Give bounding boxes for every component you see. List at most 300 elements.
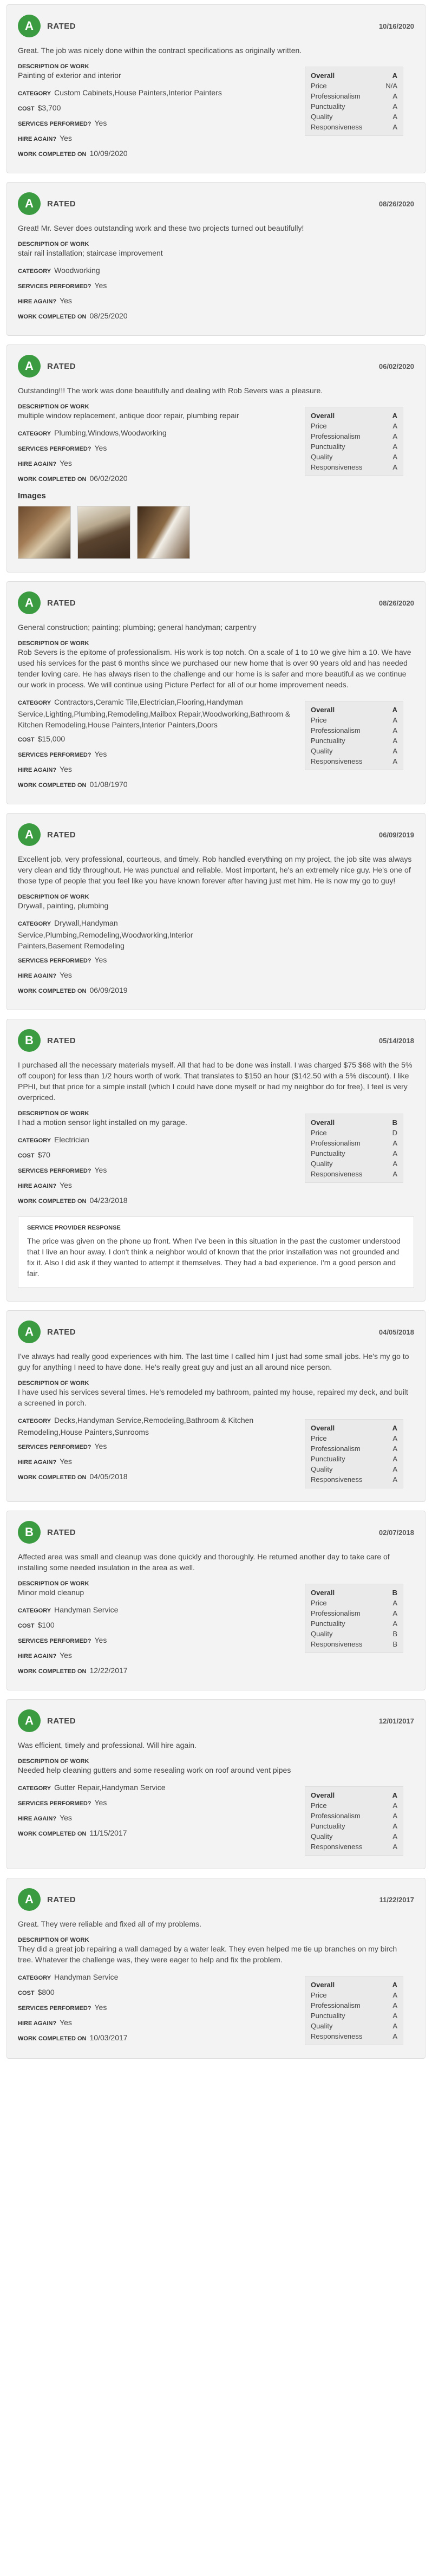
services-performed-label: SERVICES PERFORMED? [18, 1800, 91, 1807]
rating-label: Price [311, 1991, 327, 1999]
services-performed-value: Yes [94, 119, 107, 127]
category-label: CATEGORY [18, 90, 51, 97]
rating-overall [311, 411, 397, 421]
rating-label: Price [311, 82, 327, 90]
rating-value: A [392, 92, 397, 100]
rating-label: Price [311, 422, 327, 430]
review-header [18, 1888, 414, 1911]
hire-again-value: Yes [60, 459, 72, 467]
rating-label: Responsiveness [311, 1170, 363, 1178]
rating-value: A [392, 1609, 397, 1617]
hire-again-field [18, 1650, 294, 1662]
grade-badge: A [18, 823, 41, 846]
review-card [6, 813, 426, 1010]
services-performed-value: Yes [94, 2003, 107, 2012]
grade-badge: B [18, 1029, 41, 1052]
rating-value: A [392, 1475, 397, 1484]
rating-value: A [392, 1843, 397, 1851]
category-value: Handyman Service [54, 1605, 119, 1614]
rating-value: A [392, 1822, 397, 1830]
description-text: They did a great job repairing a wall damaged by a water leak. They even helped me tie up branches on my birch tree. Whatever the challenge was, they were eager to help and fix the problem. [18, 1944, 397, 1964]
category-value: Woodworking [54, 266, 100, 275]
rating-label: Overall [311, 412, 335, 420]
hire-again-field [18, 764, 294, 776]
grade-badge: A [18, 15, 41, 37]
ratings-box [305, 67, 403, 136]
description-title: DESCRIPTION OF WORK [18, 1110, 89, 1117]
rating-price [311, 1800, 397, 1811]
rating-value: A [392, 1170, 397, 1178]
rating-label: Professionalism [311, 726, 361, 734]
rating-value: A [392, 412, 397, 420]
rating-value: A [392, 1981, 397, 1989]
category-field [18, 1604, 294, 1616]
category-label: CATEGORY [18, 1137, 51, 1144]
rating-punctuality [311, 1618, 397, 1629]
hire-again-value: Yes [60, 1181, 72, 1189]
review-body [18, 1775, 414, 1856]
review-header [18, 1029, 414, 1052]
description-text: Drywall, painting, plumbing [18, 901, 109, 910]
services-performed-field [18, 443, 294, 454]
rating-value: A [392, 443, 397, 451]
work-completed-value: 01/08/1970 [89, 780, 128, 789]
services-performed-value: Yes [94, 750, 107, 758]
hire-again-label: HIRE AGAIN? [18, 136, 57, 142]
rating-value: A [392, 1465, 397, 1473]
grade-wrap [18, 1029, 76, 1052]
rating-punctuality [311, 736, 397, 746]
category-field [18, 918, 256, 951]
description-title: DESCRIPTION OF WORK [18, 404, 89, 410]
rating-value: A [392, 432, 397, 440]
rating-label: Professionalism [311, 1609, 361, 1617]
rating-overall [311, 1790, 397, 1800]
review-details [18, 1573, 305, 1677]
services-performed-field [18, 1165, 294, 1176]
review-text: Was efficient, timely and professional. Will hire again. [18, 1741, 197, 1749]
rating-value: A [392, 1424, 397, 1432]
review-text: Great. They were reliable and fixed all of my problems. [18, 1920, 202, 1928]
work-photo-thumbnail[interactable] [18, 506, 71, 559]
hire-again-label: HIRE AGAIN? [18, 973, 57, 979]
category-value: Custom Cabinets,House Painters,Interior Painters [54, 88, 222, 97]
rating-responsiveness [311, 1474, 397, 1485]
work-completed-label: WORK COMPLETED ON [18, 151, 87, 158]
work-completed-field [18, 1827, 294, 1839]
review-date: 06/02/2020 [378, 362, 414, 370]
grade-wrap [18, 355, 76, 378]
description-text: Needed help cleaning gutters and some resealing work on roof around vent pipes [18, 1766, 291, 1774]
grade-badge: A [18, 192, 41, 215]
rated-label: RATED [47, 1716, 76, 1726]
rating-label: Quality [311, 113, 333, 121]
rating-value: A [392, 2001, 397, 2009]
rating-label: Punctuality [311, 1822, 345, 1830]
ratings-box [305, 1419, 403, 1488]
rating-quality [311, 1831, 397, 1842]
rating-label: Overall [311, 1791, 335, 1799]
description-title: DESCRIPTION OF WORK [18, 894, 89, 900]
rating-overall [311, 1980, 397, 1990]
services-performed-value: Yes [94, 1636, 107, 1644]
rating-responsiveness [311, 1639, 397, 1649]
ratings-box [305, 1114, 403, 1183]
grade-wrap [18, 823, 76, 846]
rating-responsiveness [311, 1169, 397, 1179]
review-text: Affected area was small and cleanup was done quickly and thoroughly. He returned another day to take care of installing some needed insulation in the area as well. [18, 1552, 390, 1572]
rating-responsiveness [311, 122, 397, 132]
review-text: Excellent job, very professional, courteous, and timely. Rob handled everything on my project, the job site was always very clean and tidy throughout. He was punctual and reliable. Most important, he's an extremely nice guy. He's one of those type of people that you feel like you have known forever after having just met him. He is now my go to guy! [18, 855, 412, 885]
rated-label: RATED [47, 21, 76, 31]
work-completed-field [18, 1195, 294, 1207]
hire-again-label: HIRE AGAIN? [18, 1459, 57, 1466]
review-header [18, 192, 414, 215]
rating-professionalism [311, 431, 397, 441]
rating-value: A [392, 1149, 397, 1157]
description-text: I have used his services several times. He's remodeled my bathroom, painted my house, repaired my deck, and built a screened in porch. [18, 1388, 408, 1407]
services-performed-label: SERVICES PERFORMED? [18, 2005, 91, 2012]
work-completed-field [18, 2032, 294, 2044]
hire-again-value: Yes [60, 1457, 72, 1466]
rating-label: Quality [311, 1630, 333, 1638]
description-title: DESCRIPTION OF WORK [18, 1758, 89, 1765]
rating-price [311, 1598, 397, 1608]
rating-value: A [392, 2022, 397, 2030]
hire-again-field [18, 2017, 294, 2029]
rating-value: B [392, 1630, 397, 1638]
review-body [18, 1103, 414, 1207]
rated-label: RATED [47, 1895, 76, 1904]
rated-label: RATED [47, 1527, 76, 1537]
rating-value: A [392, 1455, 397, 1463]
review-header [18, 591, 414, 614]
category-label: CATEGORY [18, 268, 51, 275]
description-text: I had a motion sensor light installed on my garage. [18, 1118, 187, 1127]
work-photo-thumbnail[interactable] [77, 506, 130, 559]
cost-value: $70 [37, 1150, 50, 1159]
rating-label: Overall [311, 1589, 335, 1597]
rating-overall [311, 70, 397, 81]
review-details [18, 56, 305, 160]
rating-label: Responsiveness [311, 463, 363, 471]
hire-again-field [18, 1180, 294, 1192]
work-completed-label: WORK COMPLETED ON [18, 1198, 87, 1205]
services-performed-label: SERVICES PERFORMED? [18, 283, 91, 290]
rating-professionalism [311, 1138, 397, 1148]
review-header [18, 1521, 414, 1544]
review-body [18, 56, 414, 160]
cost-value: $800 [37, 1988, 55, 1996]
review-card [6, 344, 426, 573]
description-text: stair rail installation; staircase improvement [18, 249, 163, 257]
services-performed-label: SERVICES PERFORMED? [18, 752, 91, 758]
rating-responsiveness [311, 1842, 397, 1852]
hire-again-value: Yes [60, 971, 72, 979]
rating-value: A [392, 737, 397, 745]
rating-label: Responsiveness [311, 123, 363, 131]
hire-again-label: HIRE AGAIN? [18, 1653, 57, 1660]
rating-label: Overall [311, 1118, 335, 1127]
rating-overall [311, 1423, 397, 1433]
ratings-box [305, 701, 403, 770]
work-photo-thumbnail[interactable] [137, 506, 190, 559]
work-completed-value: 08/25/2020 [89, 311, 128, 320]
description-title: DESCRIPTION OF WORK [18, 241, 89, 248]
hire-again-label: HIRE AGAIN? [18, 1816, 57, 1822]
hire-again-label: HIRE AGAIN? [18, 1183, 57, 1189]
rating-value: A [392, 726, 397, 734]
rating-price [311, 1433, 397, 1443]
category-value: Electrician [54, 1135, 89, 1144]
hire-again-field [18, 458, 294, 470]
rating-quality [311, 746, 397, 756]
rating-responsiveness [311, 2031, 397, 2041]
work-completed-label: WORK COMPLETED ON [18, 782, 87, 789]
rating-value: A [392, 71, 397, 80]
hire-again-value: Yes [60, 296, 72, 305]
rating-value: A [392, 716, 397, 724]
review-body [18, 1408, 414, 1488]
rating-value: A [392, 1619, 397, 1628]
category-field [18, 1972, 294, 1983]
rating-label: Professionalism [311, 1812, 361, 1820]
services-performed-value: Yes [94, 1798, 107, 1807]
hire-again-field [18, 970, 256, 981]
work-completed-label: WORK COMPLETED ON [18, 476, 87, 483]
ratings-box [305, 1786, 403, 1856]
work-completed-label: WORK COMPLETED ON [18, 1668, 87, 1675]
rating-value: A [392, 102, 397, 110]
rating-price [311, 81, 397, 91]
rating-overall [311, 1117, 397, 1128]
review-body [18, 690, 414, 791]
review-details [18, 233, 414, 322]
rated-label: RATED [47, 598, 76, 608]
description-text: Rob Severs is the epitome of professionalism. His work is top notch. On a scale of 1 to 10 we give him a 10. We have used his services for the past 6 months since we purchased our new home that is over 90 years old and has needed tender loving care. He has always risen to the challenge and our home is is safer and more beautiful as we continue our work in process. We will continue using Picture Perfect for all of our home improvement needs. [18, 648, 411, 689]
review-date: 08/26/2020 [378, 599, 414, 607]
rated-label: RATED [47, 1036, 76, 1045]
review-header [18, 823, 414, 846]
hire-again-field [18, 133, 294, 145]
rated-label: RATED [47, 830, 76, 840]
rating-label: Professionalism [311, 2001, 361, 2009]
category-label: CATEGORY [18, 431, 51, 437]
category-field [18, 87, 294, 99]
rating-price [311, 1128, 397, 1138]
review-header [18, 1320, 414, 1343]
review-header [18, 15, 414, 37]
rating-price [311, 1990, 397, 2000]
services-performed-label: SERVICES PERFORMED? [18, 1638, 91, 1644]
hire-again-label: HIRE AGAIN? [18, 298, 57, 305]
rating-label: Overall [311, 71, 335, 80]
rating-quality [311, 1159, 397, 1169]
cost-value: $3,700 [37, 103, 61, 112]
rating-value: A [392, 1445, 397, 1453]
review-header [18, 355, 414, 378]
rating-label: Professionalism [311, 432, 361, 440]
category-value: Decks,Handyman Service,Remodeling,Bathroom & Kitchen Remodeling,House Painters,Sunrooms [18, 1416, 254, 1436]
review-text: I've always had really good experiences with him. The last time I called him I just had some small jobs. He's my go to guy for anything I need to have done. He's really great guy and just an all around nice person. [18, 1352, 409, 1371]
rating-quality [311, 2021, 397, 2031]
category-field [18, 1415, 294, 1437]
work-completed-field [18, 1471, 294, 1483]
hire-again-field [18, 295, 403, 307]
response-text: The price was given on the phone up front. When I've been in this situation in the past the customer understood that I live an hour away. I don't think a neighbor would of known that the prior installation was not grounded and fix it. Also I did ask if they wanted to attempt it themselves. They had a bad experience. I'm a good person and fair. [27, 1237, 401, 1278]
description-title: DESCRIPTION OF WORK [18, 640, 89, 647]
work-completed-field [18, 148, 294, 160]
ratings-box [305, 407, 403, 476]
services-performed-label: SERVICES PERFORMED? [18, 121, 91, 127]
rating-punctuality [311, 101, 397, 112]
hire-again-label: HIRE AGAIN? [18, 2020, 57, 2027]
services-performed-label: SERVICES PERFORMED? [18, 958, 91, 964]
review-text: General construction; painting; plumbing; general handyman; carpentry [18, 623, 257, 632]
grade-badge: B [18, 1521, 41, 1544]
services-performed-field [18, 1635, 294, 1647]
services-performed-label: SERVICES PERFORMED? [18, 1444, 91, 1450]
work-completed-field [18, 310, 403, 322]
rating-professionalism [311, 1608, 397, 1618]
rating-value: A [392, 453, 397, 461]
rating-professionalism [311, 2000, 397, 2011]
services-performed-value: Yes [94, 1166, 107, 1174]
rating-value: A [392, 113, 397, 121]
work-completed-value: 04/23/2018 [89, 1196, 128, 1205]
category-value: Handyman Service [54, 1973, 119, 1981]
rating-label: Quality [311, 453, 333, 461]
services-performed-field [18, 1441, 294, 1453]
rating-quality [311, 1629, 397, 1639]
rating-value: B [392, 1589, 397, 1597]
review-text: I purchased all the necessary materials myself. All that had to be done was install. I was charged $75 $68 with the 5% off coupon) for less than 1/2 hours worth of work. That translates to $150 an hour ($142.50 with a 5% discount). I like PPHI, but that price for a simple install (which I could have done myself or had my neighbor do for free), I feel is very overpriced. [18, 1061, 413, 1102]
grade-badge: A [18, 1320, 41, 1343]
category-label: CATEGORY [18, 1608, 51, 1614]
description-title: DESCRIPTION OF WORK [18, 1937, 89, 1943]
rating-price [311, 421, 397, 431]
rated-label: RATED [47, 1327, 76, 1337]
category-field [18, 265, 403, 277]
rating-responsiveness [311, 462, 397, 472]
response-title: SERVICE PROVIDER RESPONSE [27, 1225, 121, 1231]
grade-wrap [18, 1888, 76, 1911]
rating-value: B [392, 1640, 397, 1648]
review-date: 08/26/2020 [378, 199, 414, 208]
grade-wrap [18, 1320, 76, 1343]
category-value: Plumbing,Windows,Woodworking [54, 428, 167, 437]
description-title: DESCRIPTION OF WORK [18, 63, 89, 70]
cost-label: COST [18, 1153, 35, 1159]
review-details [18, 1103, 305, 1207]
rating-label: Quality [311, 1465, 333, 1473]
services-performed-value: Yes [94, 281, 107, 290]
review-card [6, 1019, 426, 1302]
rating-label: Professionalism [311, 1139, 361, 1147]
services-performed-field [18, 1797, 294, 1809]
review-date: 12/01/2017 [378, 1716, 414, 1725]
rating-label: Punctuality [311, 1455, 345, 1463]
rating-value: A [392, 706, 397, 714]
hire-again-value: Yes [60, 134, 72, 142]
cost-label: COST [18, 1990, 35, 1996]
review-details [18, 690, 305, 791]
hire-again-value: Yes [60, 1813, 72, 1822]
review-body [18, 396, 414, 485]
rating-punctuality [311, 1148, 397, 1159]
services-performed-value: Yes [94, 955, 107, 964]
grade-wrap [18, 15, 76, 37]
cost-value: $15,000 [37, 734, 66, 743]
image-gallery [18, 506, 414, 559]
rating-value: A [392, 1791, 397, 1799]
review-body [18, 1573, 414, 1677]
work-completed-label: WORK COMPLETED ON [18, 314, 87, 320]
review-card [6, 182, 426, 336]
rating-value: A [392, 2032, 397, 2040]
rating-label: Responsiveness [311, 1640, 363, 1648]
services-performed-value: Yes [94, 1442, 107, 1450]
services-performed-field [18, 749, 294, 760]
rating-professionalism [311, 1443, 397, 1454]
services-performed-field [18, 118, 294, 129]
description-text: Minor mold cleanup [18, 1588, 84, 1597]
cost-field [18, 1987, 294, 1999]
images-title: Images [18, 491, 46, 500]
grade-badge: A [18, 1888, 41, 1911]
rating-label: Punctuality [311, 443, 345, 451]
hire-again-label: HIRE AGAIN? [18, 461, 57, 467]
category-field [18, 697, 294, 730]
description-text: Painting of exterior and interior [18, 71, 121, 80]
rating-value: A [392, 123, 397, 131]
rating-label: Punctuality [311, 737, 345, 745]
rating-label: Quality [311, 1832, 333, 1840]
review-details [18, 396, 305, 485]
rating-value: A [392, 1599, 397, 1607]
services-performed-field [18, 2002, 294, 2014]
rating-professionalism [311, 1811, 397, 1821]
grade-wrap [18, 192, 76, 215]
cost-field [18, 1619, 294, 1631]
rating-professionalism [311, 725, 397, 736]
services-performed-label: SERVICES PERFORMED? [18, 1168, 91, 1174]
rating-value: A [392, 1139, 397, 1147]
ratings-box [305, 1976, 403, 2045]
work-completed-label: WORK COMPLETED ON [18, 1831, 87, 1837]
rating-label: Price [311, 716, 327, 724]
rating-label: Price [311, 1434, 327, 1442]
rating-value: A [392, 1160, 397, 1168]
rating-value: A [392, 1991, 397, 1999]
rating-punctuality [311, 1821, 397, 1831]
grade-badge: A [18, 355, 41, 378]
provider-response [18, 1217, 414, 1288]
category-value: Gutter Repair,Handyman Service [54, 1783, 166, 1792]
rating-responsiveness [311, 756, 397, 766]
review-details [18, 886, 267, 997]
review-body [18, 233, 414, 322]
grade-badge: A [18, 591, 41, 614]
rating-label: Price [311, 1599, 327, 1607]
description-title: DESCRIPTION OF WORK [18, 1580, 89, 1587]
review-text: Outstanding!!! The work was done beautifully and dealing with Rob Severs was a pleasure. [18, 386, 323, 395]
rating-label: Overall [311, 1424, 335, 1432]
work-completed-field [18, 473, 294, 485]
rating-punctuality [311, 2011, 397, 2021]
rating-value: A [392, 747, 397, 755]
category-label: CATEGORY [18, 921, 51, 927]
